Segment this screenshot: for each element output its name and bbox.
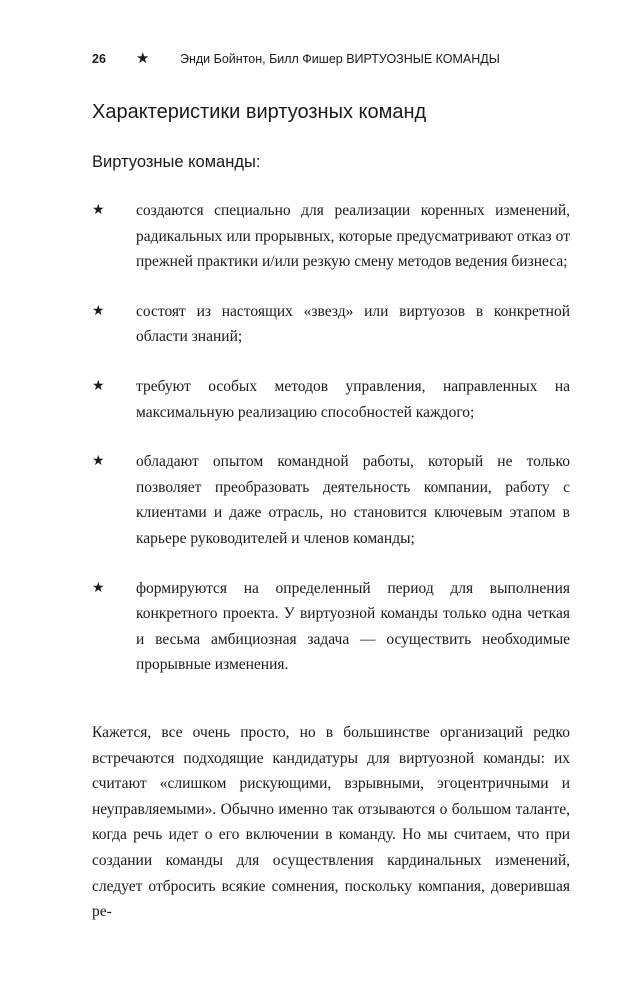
section-subheading: Виртуозные команды: bbox=[92, 153, 261, 171]
page-number: 26 bbox=[92, 52, 106, 66]
list-item bbox=[92, 198, 570, 275]
list-item bbox=[92, 576, 570, 678]
list-item-text: обладают опытом командной работы, который не только позволяет преобразовать деятельность компании, работу с клиентами и даже отрасль, но становится ключевым этапом в карьере руководителей и членов команды; bbox=[136, 453, 570, 547]
list-item bbox=[92, 449, 570, 551]
running-head-title: Энди Бойнтон, Билл Фишер ВИРТУОЗНЫЕ КОМАНДЫ bbox=[180, 52, 500, 66]
star-bullet-icon: ★ bbox=[92, 454, 105, 470]
list-item-text: требуют особых методов управления, направленных на максимальную реализацию способностей каждого; bbox=[136, 377, 570, 421]
star-bullet-icon: ★ bbox=[92, 303, 105, 319]
star-bullet-icon: ★ bbox=[92, 203, 105, 218]
body-paragraph: Кажется, все очень просто, но в большинстве организаций редко встречаются подходящие кандидатуры для виртуозной команды: их считают «слишком рискующими, взрывными, эгоцентричными и неуправляемыми». Обычно именно так отзываются о большом таланте, когда речь идет о его включении в команду. Но мы считаем, что при создании команды для осуществления кардинальных изменений, следует отбросить всякие сомнения, поскольку компания, доверившая ре- bbox=[92, 724, 570, 921]
star-bullet-icon: ★ bbox=[92, 378, 105, 394]
list-item-text: состоят из настоящих «звезд» или виртуозов в конкретной области знаний; bbox=[136, 302, 570, 346]
list-item-text: формируются на определенный период для выполнения конкретного проекта. У виртуозной команды только одна четкая и весьма амбициозная задача — осуществить необходимые прорывные изменения. bbox=[136, 579, 570, 674]
star-icon: ★ bbox=[136, 50, 150, 67]
list-item bbox=[92, 299, 570, 350]
section-heading: Характеристики виртуозных команд bbox=[92, 101, 427, 123]
list-item-text: создаются специально для реализации коренных изменений, радикальных или прорывных, которые предусматривают отказ от прежней практики и/или резкую смену методов ведения бизнеса; bbox=[136, 202, 570, 271]
running-head bbox=[92, 50, 572, 68]
list-item bbox=[92, 374, 570, 425]
star-bullet-icon: ★ bbox=[92, 580, 105, 596]
bullet-list bbox=[92, 198, 570, 702]
